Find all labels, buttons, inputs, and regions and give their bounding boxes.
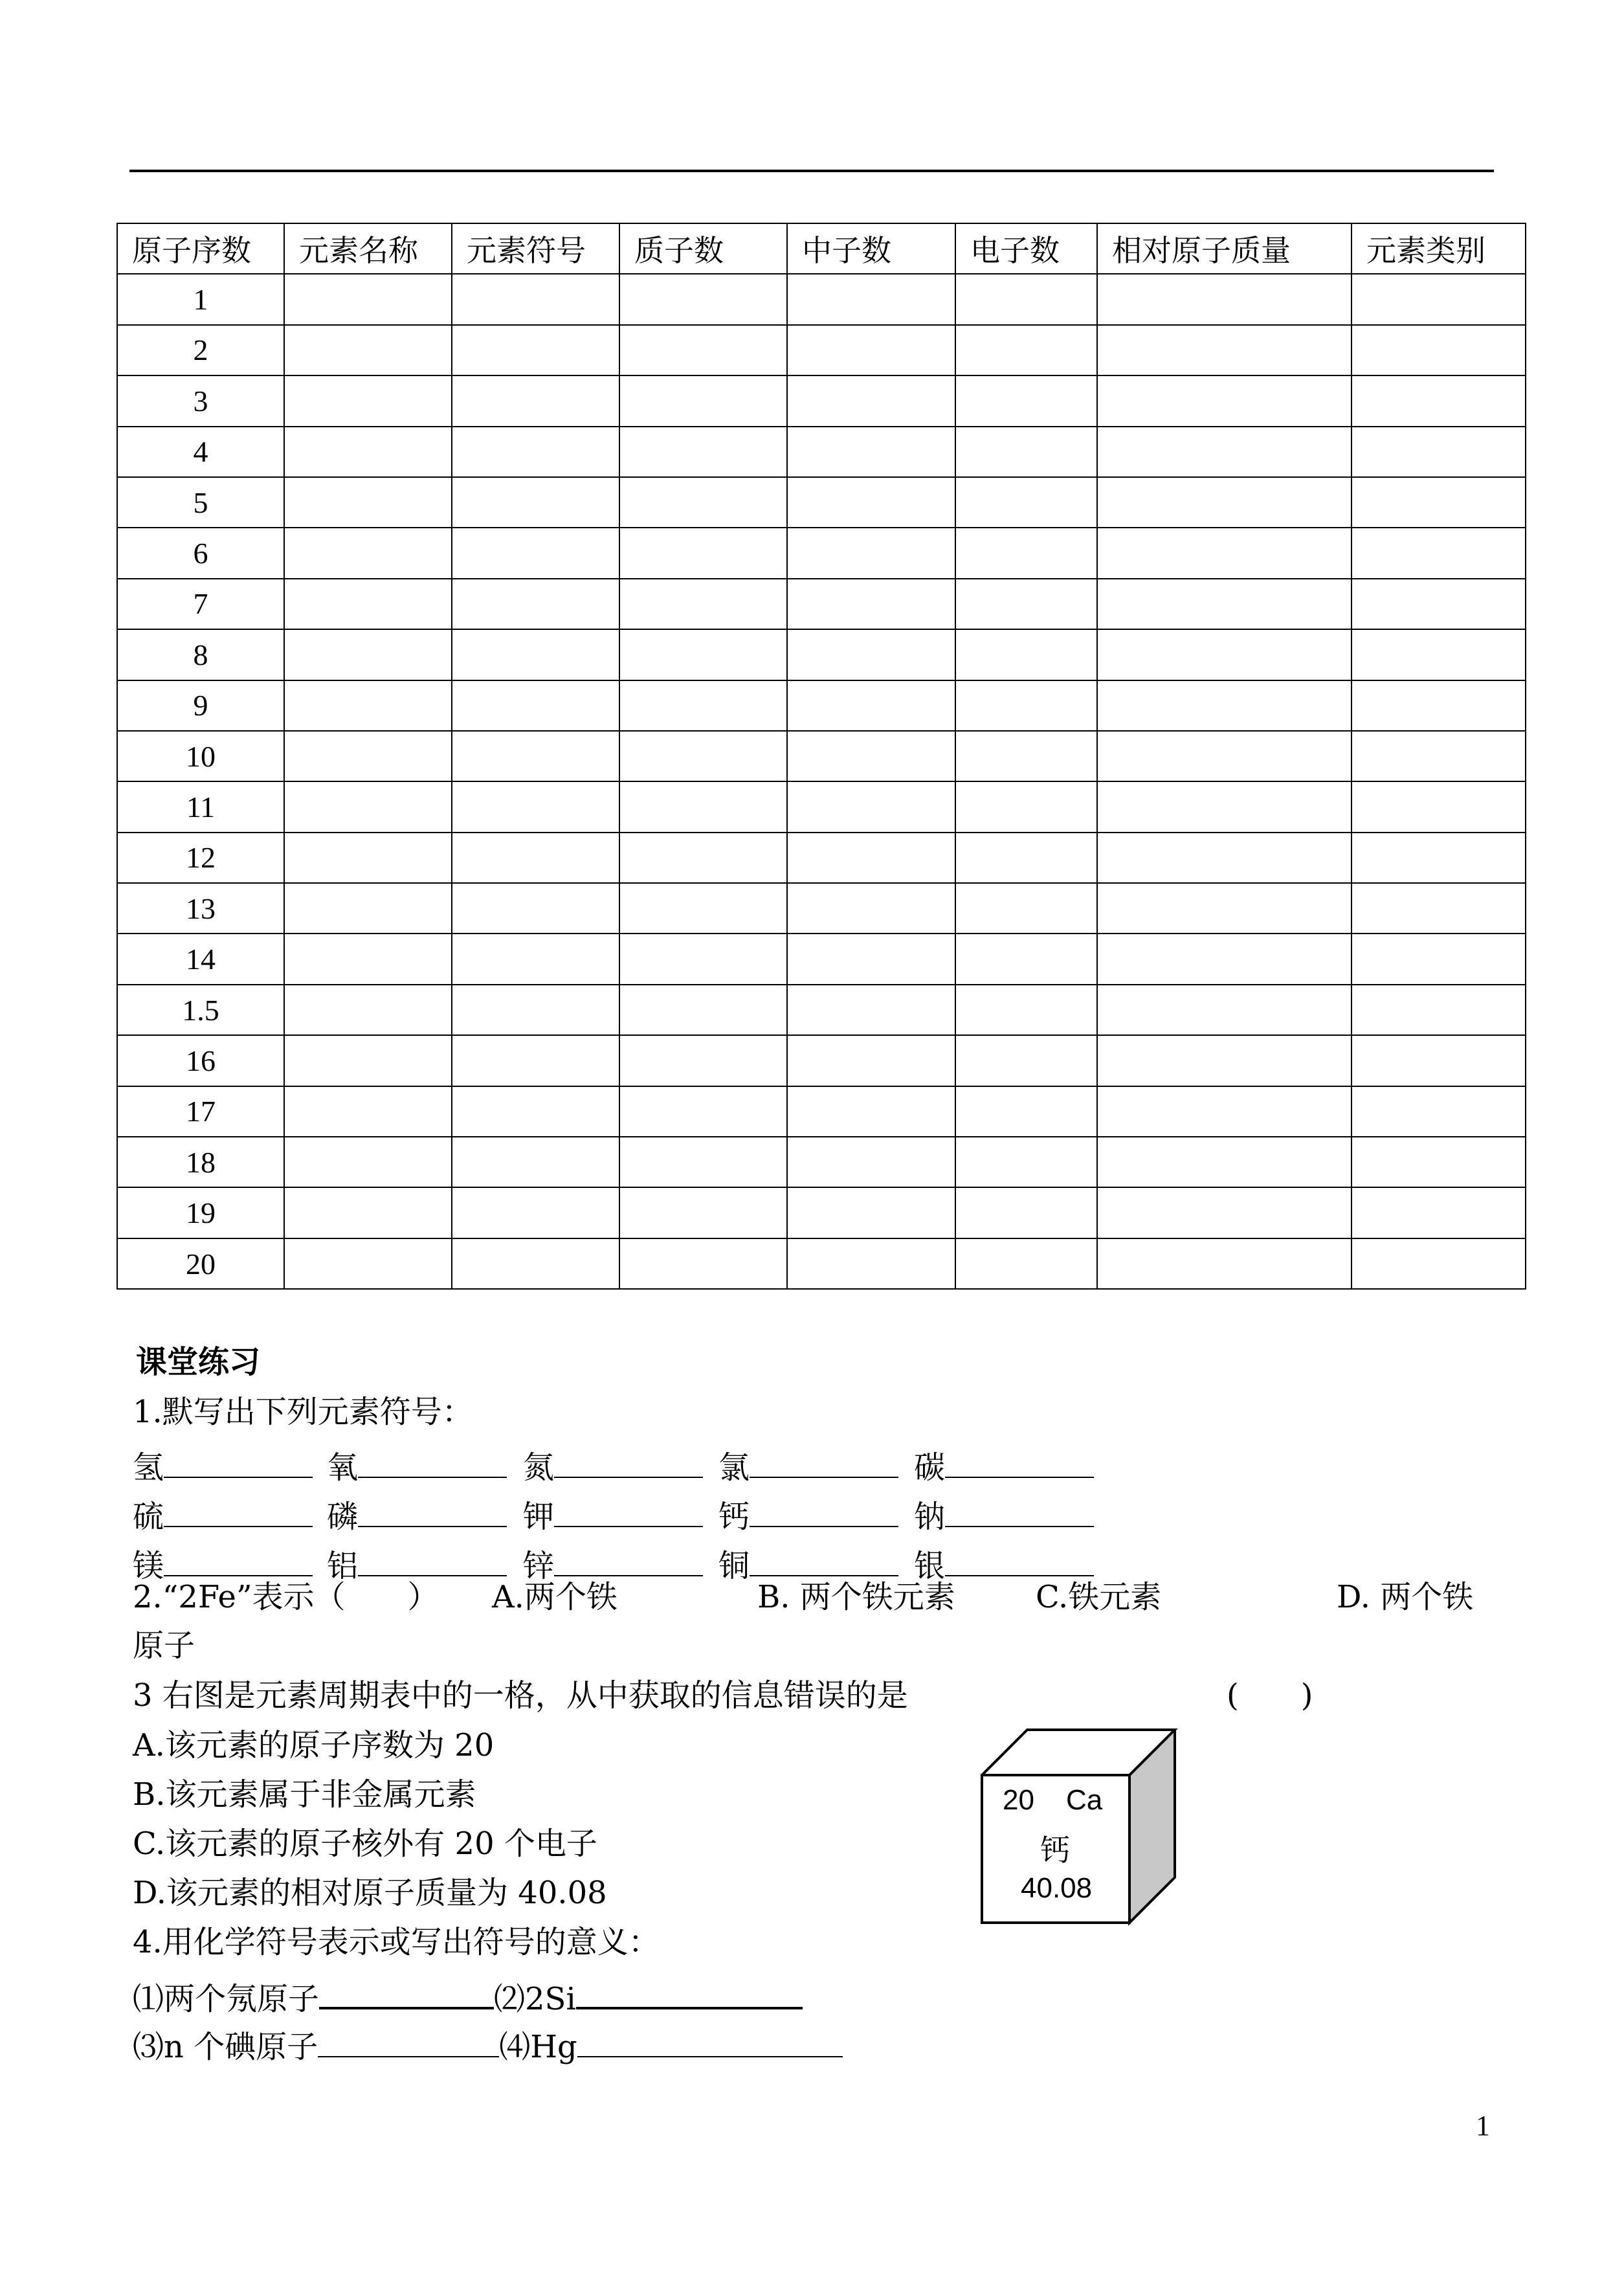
answer-blank[interactable] xyxy=(750,1544,898,1576)
blank-cell[interactable] xyxy=(1351,629,1526,680)
atomic-number-cell: 16 xyxy=(117,1035,284,1086)
q3-answer-paren: ( ) xyxy=(1227,1677,1313,1714)
blank-cell[interactable] xyxy=(1097,934,1351,984)
element-fill-item xyxy=(327,1495,507,1535)
blank-cell[interactable] xyxy=(955,427,1097,477)
table-row xyxy=(117,325,1526,375)
blank-cell[interactable] xyxy=(452,680,619,731)
blank-cell[interactable] xyxy=(619,427,787,477)
blank-cell[interactable] xyxy=(955,680,1097,731)
blank-cell[interactable] xyxy=(452,1086,619,1137)
blank-cell[interactable] xyxy=(955,477,1097,528)
element-name: 氢 xyxy=(133,1449,164,1486)
blank-cell[interactable] xyxy=(284,427,452,477)
blank-cell[interactable] xyxy=(1351,1137,1526,1187)
blank-cell[interactable] xyxy=(284,528,452,578)
blank-cell[interactable] xyxy=(787,1086,955,1137)
table-row xyxy=(117,528,1526,578)
blank-cell[interactable] xyxy=(787,883,955,934)
blank-cell[interactable] xyxy=(787,1137,955,1187)
q2-option-d-continued: 原子 xyxy=(133,1627,195,1664)
blank-cell[interactable] xyxy=(787,781,955,832)
blank-cell[interactable] xyxy=(452,325,619,375)
blank-cell[interactable] xyxy=(955,579,1097,629)
blank-cell[interactable] xyxy=(284,934,452,984)
blank-cell[interactable] xyxy=(619,477,787,528)
answer-blank[interactable] xyxy=(358,1495,507,1527)
blank-cell[interactable] xyxy=(284,274,452,324)
blank-cell[interactable] xyxy=(1351,731,1526,781)
blank-cell[interactable] xyxy=(1351,579,1526,629)
atomic-number-cell: 18 xyxy=(117,1137,284,1187)
q1-title: 1.默写出下列元素符号： xyxy=(133,1394,473,1430)
blank-cell[interactable] xyxy=(955,833,1097,883)
answer-blank[interactable] xyxy=(554,1446,703,1478)
blank-cell[interactable] xyxy=(1351,1086,1526,1137)
section-title: 课堂练习 xyxy=(136,1344,261,1380)
answer-blank[interactable] xyxy=(358,1544,507,1576)
blank-cell[interactable] xyxy=(787,274,955,324)
answer-blank[interactable] xyxy=(945,1544,1094,1576)
answer-blank[interactable] xyxy=(358,1446,507,1478)
blank-cell[interactable] xyxy=(1351,325,1526,375)
blank-cell[interactable] xyxy=(1097,375,1351,426)
blank-cell[interactable] xyxy=(619,1086,787,1137)
blank-cell[interactable] xyxy=(452,833,619,883)
blank-cell[interactable] xyxy=(955,1137,1097,1187)
cell-symbol: Ca xyxy=(1066,1784,1103,1816)
blank-cell[interactable] xyxy=(787,325,955,375)
blank-cell[interactable] xyxy=(619,579,787,629)
blank-cell[interactable] xyxy=(1097,1035,1351,1086)
blank-cell[interactable] xyxy=(787,427,955,477)
blank-cell[interactable] xyxy=(1097,1187,1351,1238)
q3-option-a: A.该元素的原子序数为 20 xyxy=(133,1727,495,1763)
blank-cell[interactable] xyxy=(619,833,787,883)
blank-cell[interactable] xyxy=(452,1238,619,1289)
atomic-number-cell: 20 xyxy=(117,1238,284,1289)
blank-cell[interactable] xyxy=(955,1035,1097,1086)
blank-cell[interactable] xyxy=(1351,680,1526,731)
blank-cell[interactable] xyxy=(787,833,955,883)
blank-cell[interactable] xyxy=(619,680,787,731)
answer-blank[interactable] xyxy=(318,2025,499,2057)
table-row xyxy=(117,427,1526,477)
blank-cell[interactable] xyxy=(284,579,452,629)
atomic-number-cell: 2 xyxy=(117,325,284,375)
blank-cell[interactable] xyxy=(452,375,619,426)
blank-cell[interactable] xyxy=(619,731,787,781)
answer-blank[interactable] xyxy=(319,1976,494,2009)
element-fill-item xyxy=(914,1446,1094,1486)
table-row xyxy=(117,274,1526,324)
atomic-number-cell: 5 xyxy=(117,477,284,528)
blank-cell[interactable] xyxy=(284,1187,452,1238)
atomic-number-cell: 17 xyxy=(117,1086,284,1137)
blank-cell[interactable] xyxy=(619,1238,787,1289)
atomic-number-cell: 8 xyxy=(117,629,284,680)
col-header-electrons: 电子数 xyxy=(955,223,1097,274)
blank-cell[interactable] xyxy=(955,934,1097,984)
blank-cell[interactable] xyxy=(1351,528,1526,578)
atomic-number-cell: 3 xyxy=(117,375,284,426)
blank-cell[interactable] xyxy=(284,680,452,731)
q4-part-3 xyxy=(133,2025,843,2063)
q4-part-1-label: ⑴两个氖原子 xyxy=(133,1981,320,2017)
blank-cell[interactable] xyxy=(284,985,452,1035)
blank-cell[interactable] xyxy=(1351,1238,1526,1289)
element-fill-item xyxy=(523,1544,703,1582)
blank-cell[interactable] xyxy=(787,629,955,680)
atomic-number-cell: 14 xyxy=(117,934,284,984)
blank-cell[interactable] xyxy=(1097,325,1351,375)
blank-cell[interactable] xyxy=(284,477,452,528)
blank-cell[interactable] xyxy=(284,781,452,832)
element-fill-item xyxy=(133,1446,313,1486)
table-row xyxy=(117,579,1526,629)
element-name: 硫 xyxy=(133,1499,164,1535)
element-name: 锌 xyxy=(523,1548,555,1584)
blank-cell[interactable] xyxy=(619,274,787,324)
blank-cell[interactable] xyxy=(1351,427,1526,477)
blank-cell[interactable] xyxy=(284,833,452,883)
blank-cell[interactable] xyxy=(619,985,787,1035)
blank-cell[interactable] xyxy=(1097,528,1351,578)
q3-option-b: B.该元素属于非金属元素 xyxy=(133,1776,476,1813)
table-row xyxy=(117,477,1526,528)
blank-cell[interactable] xyxy=(1097,274,1351,324)
blank-cell[interactable] xyxy=(1351,375,1526,426)
answer-blank[interactable] xyxy=(554,1495,703,1527)
header-rule xyxy=(129,170,1494,172)
answer-blank[interactable] xyxy=(164,1544,313,1576)
blank-cell[interactable] xyxy=(619,629,787,680)
q4-part-3-label: ⑶n 个碘原子 xyxy=(133,2029,318,2065)
blank-cell[interactable] xyxy=(452,934,619,984)
answer-blank[interactable] xyxy=(945,1495,1094,1527)
q3-option-d: D.该元素的相对原子质量为 40.08 xyxy=(133,1875,607,1911)
q4-part-4-label: ⑷Hg xyxy=(499,2029,577,2065)
atomic-number-cell: 6 xyxy=(117,528,284,578)
element-fill-item xyxy=(523,1446,703,1486)
element-fill-item xyxy=(718,1446,898,1486)
element-name: 镁 xyxy=(133,1548,164,1584)
col-header-category: 元素类别 xyxy=(1351,223,1526,274)
col-header-element-name: 元素名称 xyxy=(284,223,452,274)
table-row xyxy=(117,883,1526,934)
q2-option-c: C.铁元素 xyxy=(1036,1579,1162,1615)
element-name: 氮 xyxy=(523,1449,555,1486)
col-header-relative-mass: 相对原子质量 xyxy=(1097,223,1351,274)
blank-cell[interactable] xyxy=(1351,274,1526,324)
answer-blank[interactable] xyxy=(750,1495,898,1527)
q4-part-1 xyxy=(133,1976,803,2015)
blank-cell[interactable] xyxy=(619,1137,787,1187)
blank-cell[interactable] xyxy=(452,731,619,781)
blank-cell[interactable] xyxy=(1097,985,1351,1035)
blank-cell[interactable] xyxy=(1097,1137,1351,1187)
blank-cell[interactable] xyxy=(955,985,1097,1035)
atomic-number-cell: 13 xyxy=(117,883,284,934)
blank-cell[interactable] xyxy=(1351,1187,1526,1238)
blank-cell[interactable] xyxy=(787,375,955,426)
element-fill-item xyxy=(914,1544,1094,1582)
blank-cell[interactable] xyxy=(284,629,452,680)
answer-blank[interactable] xyxy=(554,1544,703,1576)
blank-cell[interactable] xyxy=(1097,680,1351,731)
answer-blank[interactable] xyxy=(164,1495,313,1527)
blank-cell[interactable] xyxy=(1097,833,1351,883)
blank-cell[interactable] xyxy=(1097,629,1351,680)
blank-cell[interactable] xyxy=(787,1187,955,1238)
blank-cell[interactable] xyxy=(619,934,787,984)
blank-cell[interactable] xyxy=(1351,1035,1526,1086)
element-fill-item xyxy=(133,1495,313,1535)
col-header-atomic-number: 原子序数 xyxy=(117,223,284,274)
blank-cell[interactable] xyxy=(452,427,619,477)
atomic-number-cell: 9 xyxy=(117,680,284,731)
blank-cell[interactable] xyxy=(1097,883,1351,934)
table-header-row xyxy=(117,223,1526,274)
table-row xyxy=(117,680,1526,731)
q3-option-c: C.该元素的原子核外有 20 个电子 xyxy=(133,1826,597,1862)
element-name: 铜 xyxy=(718,1548,750,1584)
table-row xyxy=(117,375,1526,426)
blank-cell[interactable] xyxy=(787,985,955,1035)
element-name: 钙 xyxy=(718,1499,750,1535)
blank-cell[interactable] xyxy=(284,1137,452,1187)
page-number: 1 xyxy=(1476,2110,1490,2142)
cell-atomic-number: 20 xyxy=(1003,1784,1034,1816)
blank-cell[interactable] xyxy=(1351,985,1526,1035)
table-row xyxy=(117,1187,1526,1238)
blank-cell[interactable] xyxy=(452,1137,619,1187)
blank-cell[interactable] xyxy=(1351,477,1526,528)
table-row xyxy=(117,1137,1526,1187)
blank-cell[interactable] xyxy=(955,528,1097,578)
blank-cell[interactable] xyxy=(787,528,955,578)
col-header-protons: 质子数 xyxy=(619,223,787,274)
blank-cell[interactable] xyxy=(955,274,1097,324)
element-name: 磷 xyxy=(327,1499,359,1535)
blank-cell[interactable] xyxy=(955,883,1097,934)
atomic-number-cell: 1 xyxy=(117,274,284,324)
atomic-number-cell: 4 xyxy=(117,427,284,477)
atomic-number-cell: 1.5 xyxy=(117,985,284,1035)
blank-cell[interactable] xyxy=(452,629,619,680)
table-row xyxy=(117,934,1526,984)
element-name: 碳 xyxy=(914,1449,946,1486)
q2-option-a: A.两个铁 xyxy=(492,1579,617,1615)
blank-cell[interactable] xyxy=(284,1035,452,1086)
blank-cell[interactable] xyxy=(452,1035,619,1086)
element-name: 钾 xyxy=(523,1499,555,1535)
q4-part-2-label: ⑵2Si xyxy=(494,1981,576,2017)
blank-cell[interactable] xyxy=(1097,731,1351,781)
element-table xyxy=(117,223,1526,1290)
q2-option-d: D. 两个铁 xyxy=(1337,1579,1474,1615)
blank-cell[interactable] xyxy=(452,781,619,832)
col-header-neutrons: 中子数 xyxy=(787,223,955,274)
element-name: 氯 xyxy=(718,1449,750,1486)
element-name: 银 xyxy=(914,1548,946,1584)
table-row xyxy=(117,629,1526,680)
element-name: 钠 xyxy=(914,1499,946,1535)
blank-cell[interactable] xyxy=(787,1035,955,1086)
blank-cell[interactable] xyxy=(955,325,1097,375)
blank-cell[interactable] xyxy=(1351,934,1526,984)
blank-cell[interactable] xyxy=(284,375,452,426)
table-body xyxy=(117,274,1526,1289)
blank-cell[interactable] xyxy=(1097,579,1351,629)
blank-cell[interactable] xyxy=(787,1238,955,1289)
blank-cell[interactable] xyxy=(619,781,787,832)
blank-cell[interactable] xyxy=(452,579,619,629)
element-fill-item xyxy=(718,1544,898,1582)
blank-cell[interactable] xyxy=(284,1238,452,1289)
col-header-element-symbol: 元素符号 xyxy=(452,223,619,274)
atomic-number-cell: 7 xyxy=(117,579,284,629)
q2-option-b: B. 两个铁元素 xyxy=(757,1579,955,1615)
table-row xyxy=(117,731,1526,781)
atomic-number-cell: 12 xyxy=(117,833,284,883)
blank-cell[interactable] xyxy=(787,934,955,984)
blank-cell[interactable] xyxy=(452,528,619,578)
blank-cell[interactable] xyxy=(787,579,955,629)
blank-cell[interactable] xyxy=(1097,1238,1351,1289)
blank-cell[interactable] xyxy=(1097,427,1351,477)
blank-cell[interactable] xyxy=(284,325,452,375)
blank-cell[interactable] xyxy=(619,1187,787,1238)
blank-cell[interactable] xyxy=(1097,781,1351,832)
table-row xyxy=(117,1086,1526,1137)
element-fill-item xyxy=(718,1495,898,1535)
blank-cell[interactable] xyxy=(284,1086,452,1137)
element-fill-item xyxy=(133,1544,313,1582)
table-row xyxy=(117,1238,1526,1289)
table-row xyxy=(117,833,1526,883)
blank-cell[interactable] xyxy=(284,883,452,934)
atomic-number-cell: 11 xyxy=(117,781,284,832)
q4-title: 4.用化学符号表示或写出符号的意义： xyxy=(133,1924,660,1960)
periodic-table-cell xyxy=(981,1728,1181,1929)
table-row xyxy=(117,781,1526,832)
element-fill-item xyxy=(523,1495,703,1535)
blank-cell[interactable] xyxy=(452,985,619,1035)
element-name: 铝 xyxy=(327,1548,359,1584)
cell-element-name: 钙 xyxy=(1040,1833,1070,1868)
atomic-number-cell: 10 xyxy=(117,731,284,781)
table-row xyxy=(117,985,1526,1035)
blank-cell[interactable] xyxy=(452,1187,619,1238)
answer-blank[interactable] xyxy=(945,1446,1094,1478)
blank-cell[interactable] xyxy=(1097,477,1351,528)
blank-cell[interactable] xyxy=(1351,883,1526,934)
blank-cell[interactable] xyxy=(955,1187,1097,1238)
element-fill-item xyxy=(327,1544,507,1582)
element-name: 氧 xyxy=(327,1449,359,1486)
blank-cell[interactable] xyxy=(787,680,955,731)
answer-blank[interactable] xyxy=(577,2025,843,2057)
q2-stem: 2.“2Fe”表示（ ） xyxy=(133,1579,439,1615)
blank-cell[interactable] xyxy=(1351,781,1526,832)
blank-cell[interactable] xyxy=(955,375,1097,426)
table-row xyxy=(117,1035,1526,1086)
answer-blank[interactable] xyxy=(750,1446,898,1478)
blank-cell[interactable] xyxy=(619,528,787,578)
blank-cell[interactable] xyxy=(955,629,1097,680)
blank-cell[interactable] xyxy=(1097,1086,1351,1137)
blank-cell[interactable] xyxy=(1351,833,1526,883)
cell-atomic-mass: 40.08 xyxy=(1021,1872,1093,1904)
blank-cell[interactable] xyxy=(787,477,955,528)
blank-cell[interactable] xyxy=(452,477,619,528)
blank-cell[interactable] xyxy=(955,1086,1097,1137)
blank-cell[interactable] xyxy=(955,1238,1097,1289)
answer-blank[interactable] xyxy=(164,1446,313,1478)
element-fill-item xyxy=(914,1495,1094,1535)
blank-cell[interactable] xyxy=(619,375,787,426)
atomic-number-cell: 19 xyxy=(117,1187,284,1238)
blank-cell[interactable] xyxy=(284,731,452,781)
blank-cell[interactable] xyxy=(619,1035,787,1086)
blank-cell[interactable] xyxy=(955,781,1097,832)
blank-cell[interactable] xyxy=(619,325,787,375)
q3-stem: 3 右图是元素周期表中的一格，从中获取的信息错误的是 xyxy=(133,1677,908,1714)
blank-cell[interactable] xyxy=(787,731,955,781)
blank-cell[interactable] xyxy=(452,883,619,934)
blank-cell[interactable] xyxy=(619,883,787,934)
answer-blank[interactable] xyxy=(576,1976,803,2009)
blank-cell[interactable] xyxy=(955,731,1097,781)
blank-cell[interactable] xyxy=(452,274,619,324)
element-fill-item xyxy=(327,1446,507,1486)
